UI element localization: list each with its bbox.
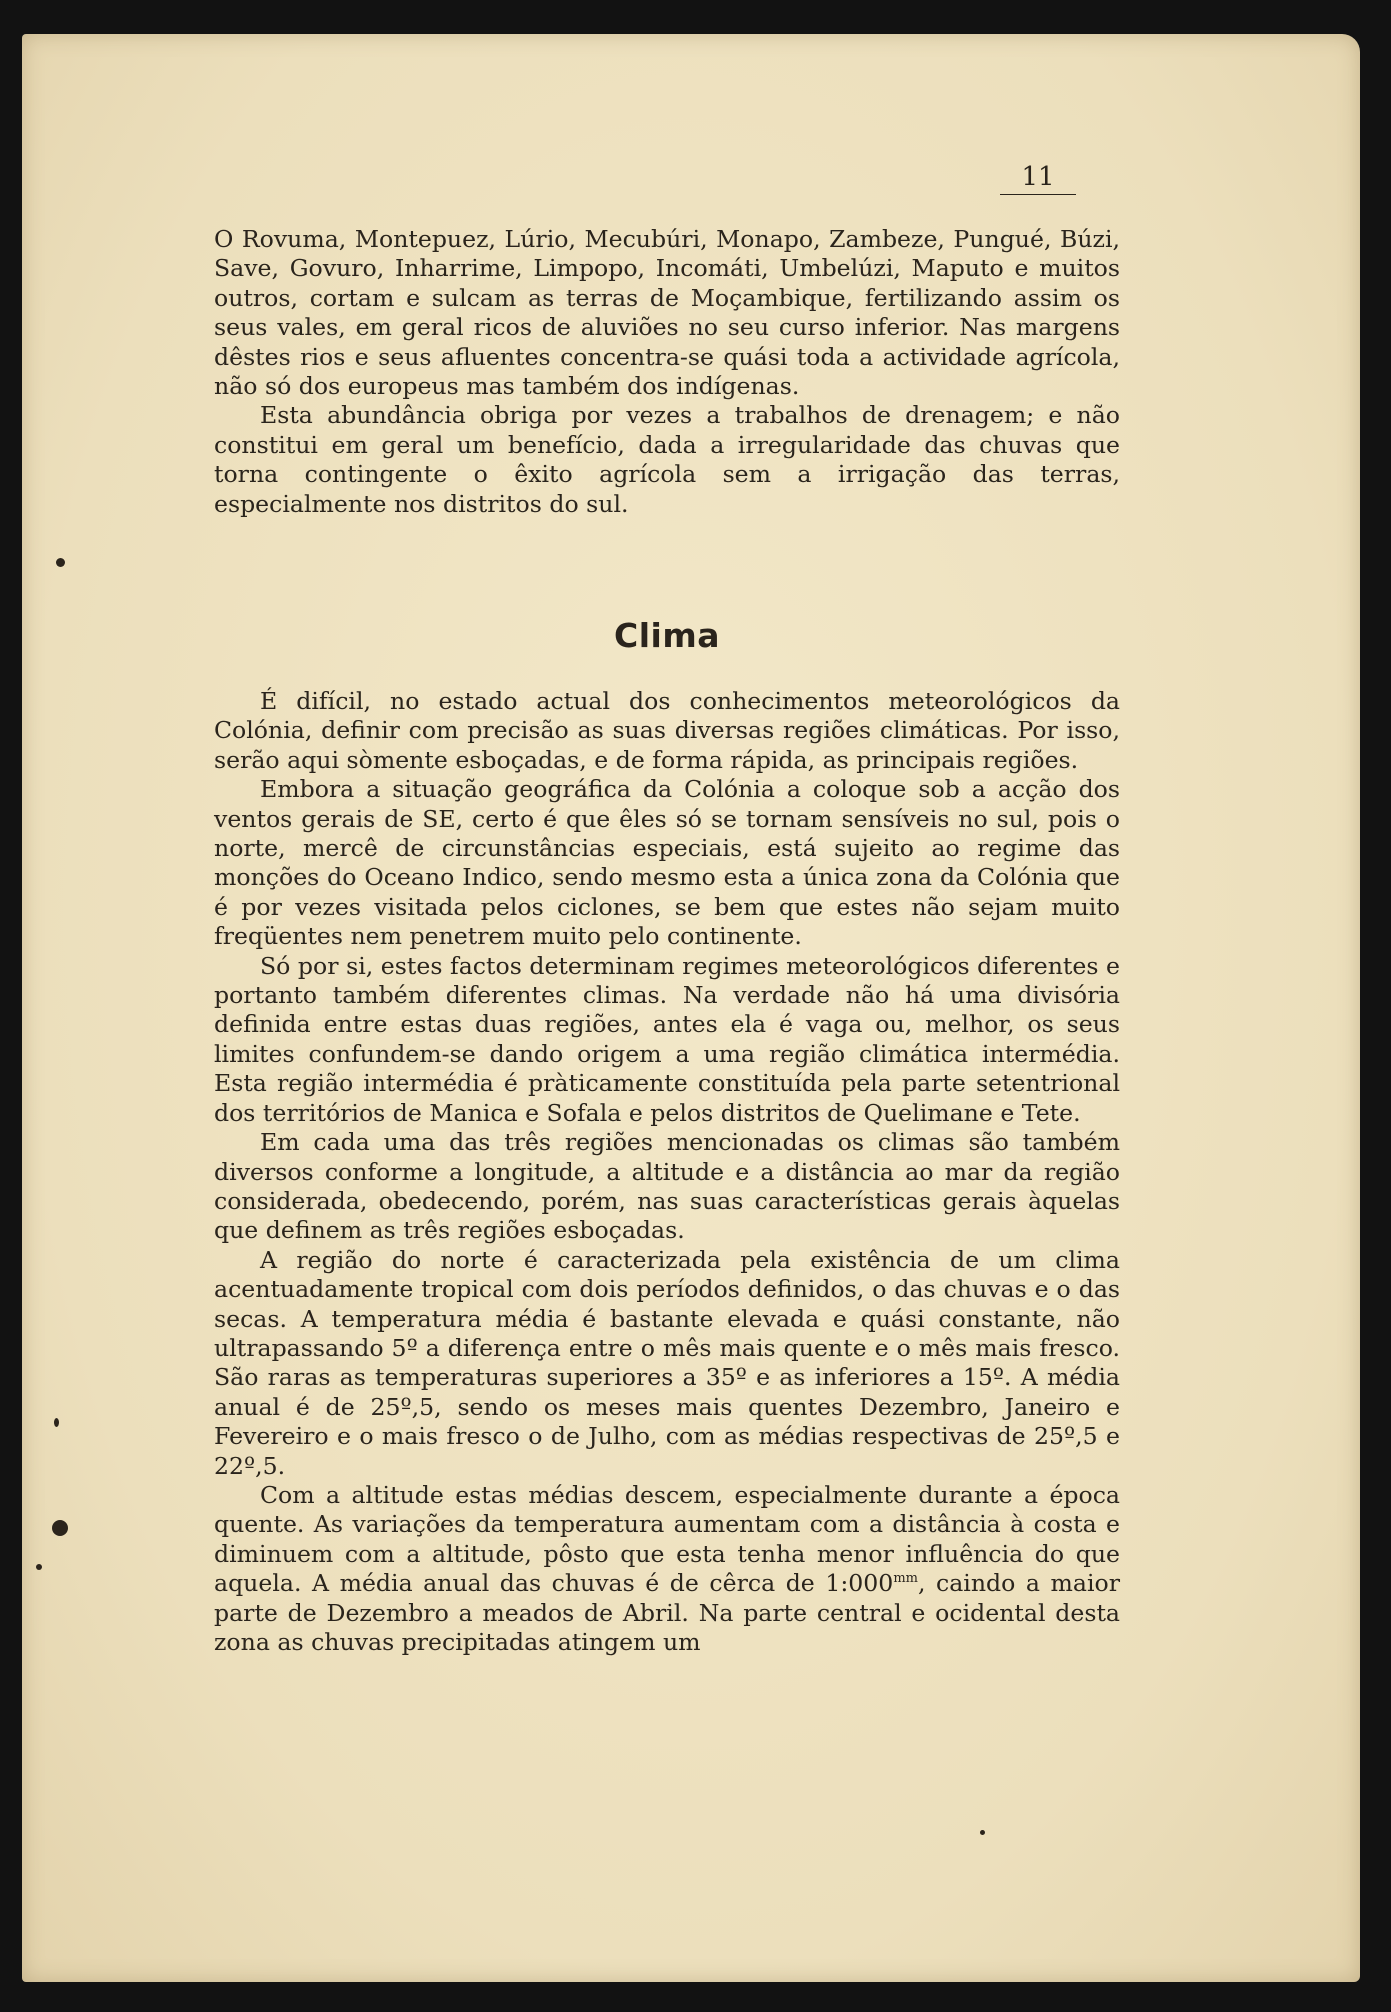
ink-spot [56,558,65,567]
paragraph-regiao-norte: A região do norte é caracterizada pela existência de um clima acentuadamente tropical com dois períodos definidos, o das chuvas e o das secas. A temperatura média é bastante elevada e quási constante, não ultrapassando 5º a diferença entre o mês mais quente e o mês mais fresco. São raras as temperaturas superiores a 35º e as inferiores a 15º. A média anual é de 25º,5, sendo os meses mais quentes Dezembro, Janeiro e Fevereiro e o mais fresco o de Julho, com as médias respectivas de 25º,5 e 22º,5. [214,1245,1120,1480]
unit-superscript: mm [893,1571,918,1587]
altitude-text-a: Com a altitude estas médias descem, especialmente durante a época quente. As variações da temperatura aumentam com a distância à costa e diminuem com a altitude, pôsto que esta tenha menor influência do que aquela. A média anual das chuvas é de cêrca de 1:000 [214,1480,1120,1598]
altitude-text-b: , caindo a maior parte de Dezembro a meados de Abril. Na parte central e ocidental desta zona as chuvas precipitadas atingem um [214,1569,1120,1656]
paragraph-clima-intro: É difícil, no estado actual dos conhecimentos meteorológicos da Colónia, definir com precisão as suas diversas regiões climáticas. Por isso, serão aqui sòmente esboçadas, e de forma rápida, as principais regiões. [214,687,1120,774]
ink-spot [36,1564,42,1570]
paragraph-abundance: Esta abundância obriga por vezes a trabalhos de drenagem; e não constitui em geral um benefício, dada a irregularidade das chuvas que torna contingente o êxito agrícola sem a irrigação das terras, especialmente nos distritos do sul. [214,401,1120,518]
intro-text [214,225,1120,519]
section-title: Clima [614,616,720,655]
ink-spot [54,1418,59,1427]
paragraph-regimes: Só por si, estes factos determinam regimes meteorológicos diferentes e portanto também diferentes climas. Na verdade não há uma divisória definida entre estas duas regiões, antes ela é vaga ou, melhor, os seus limites confundem-se dando origem a uma região climática intermédia. Esta região intermédia é pràticamente constituída pela parte setentrional dos territórios de Manica e Sofala e pelos distritos de Quelimane e Tete. [214,951,1120,1127]
paragraph-rivers: O Rovuma, Montepuez, Lúrio, Mecubúri, Monapo, Zambeze, Pungué, Búzi, Save, Govuro, Inharrime, Limpopo, Incomáti, Umbelúzi, Maputo e muitos outros, cortam e sulcam as terras de Moçambique, fertilizando assim os seus vales, em geral ricos de aluviões no seu curso inferior. Nas margens dêstes rios e seus afluentes concentra-se quási toda a actividade agrícola, não só dos europeus mas também dos indígenas. [214,225,1120,401]
paragraph-altitude [214,1481,1120,1657]
paragraph-tres-regioes: Em cada uma das três regiões mencionadas os climas são também diversos conforme a longitude, a altitude e a distância ao mar da região considerada, obedecendo, porém, nas suas características gerais àquelas que definem as três regiões esboçadas. [214,1128,1120,1245]
page-number: 11 [1000,162,1076,195]
paragraph-ventos: Embora a situação geográfica da Colónia a coloque sob a acção dos ventos gerais de SE, certo é que êles só se tornam sensíveis no sul, pois o norte, mercê de circunstâncias especiais, está sujeito ao regime das monções do Oceano Indico, sendo mesmo esta a única zona da Colónia que é por vezes visitada pelos ciclones, se bem que estes não sejam muito freqüentes nem penetrem muito pelo continente. [214,775,1120,951]
ink-spot [52,1520,68,1536]
ink-spot [980,1830,985,1835]
clima-text [214,687,1120,1657]
